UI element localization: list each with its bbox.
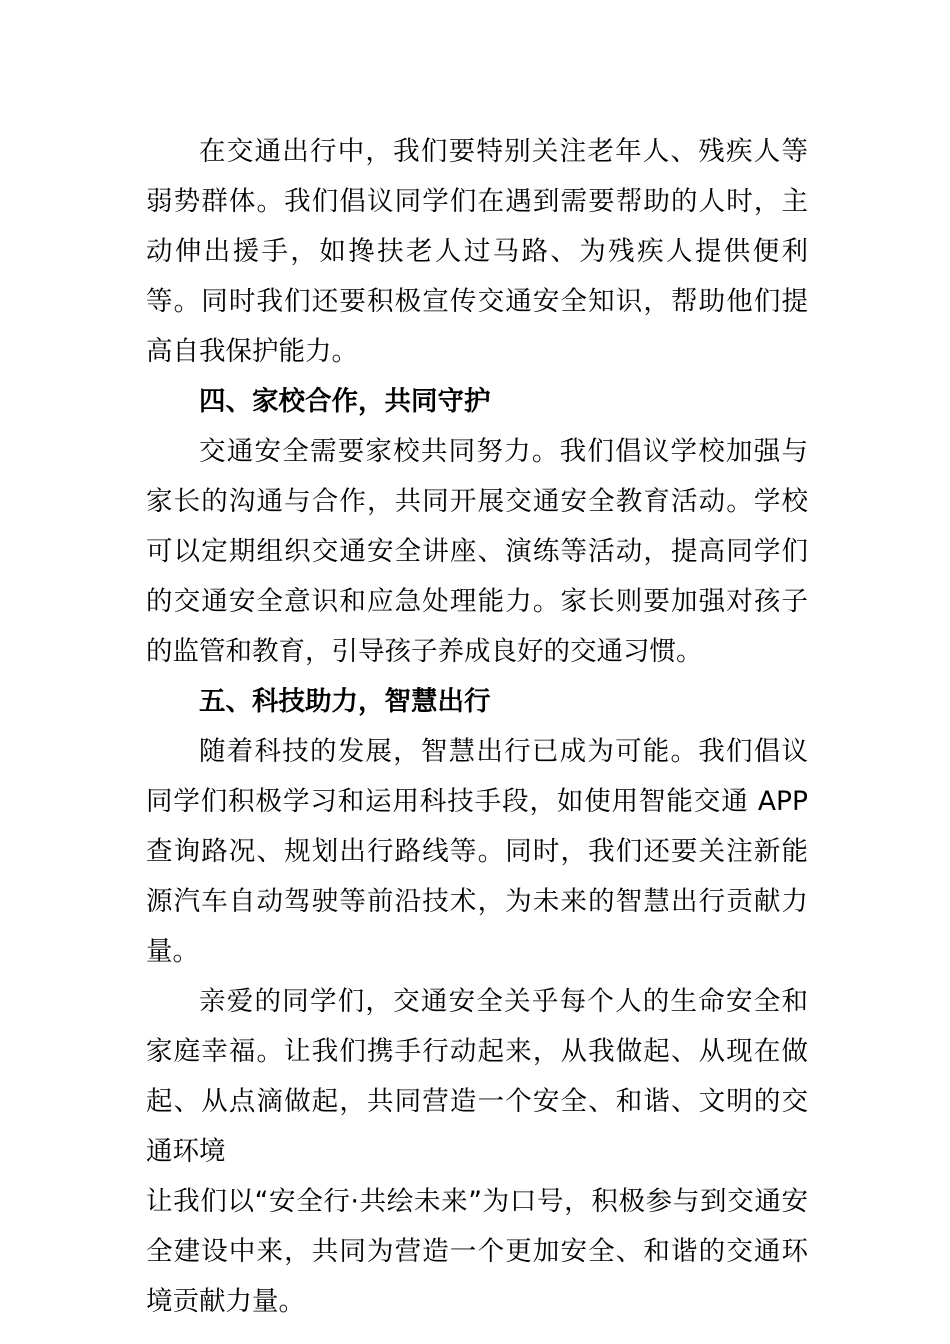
document-page bbox=[146, 127, 808, 1327]
section-heading-home-school: 四、家校合作，共同守护 bbox=[199, 386, 491, 417]
paragraph-technology: 随着科技的发展，智慧出行已成为可能。我们倡议同学们积极学习和运用科技手段，如使用智能交通 APP 查询路况、规划出行路线等。同时，我们还要关注新能源汽车自动驾驶等前沿技术，为未来的智慧出行贡献力量。 bbox=[146, 736, 808, 967]
paragraph-home-school: 交通安全需要家校共同努力。我们倡议学校加强与家长的沟通与合作，共同开展交通安全教育活动。学校可以定期组织交通安全讲座、演练等活动，提高同学们的交通安全意识和应急处理能力。家长则要加强对孩子的监管和教育，引导孩子养成良好的交通习惯。 bbox=[146, 436, 808, 667]
paragraph-vulnerable-groups: 在交通出行中，我们要特别关注老年人、残疾人等弱势群体。我们倡议同学们在遇到需要帮助的人时，主动伸出援手，如搀扶老人过马路、为残疾人提供便利等。同时我们还要积极宣传交通安全知识，帮助他们提高自我保护能力。 bbox=[146, 136, 808, 367]
paragraph-closing-slogan: 让我们以“安全行·共绘未来”为口号，积极参与到交通安全建设中来，共同为营造一个更加安全、和谐的交通环境贡献力量。 bbox=[146, 1186, 808, 1317]
section-heading-technology: 五、科技助力，智慧出行 bbox=[199, 686, 491, 717]
paragraph-closing-appeal: 亲爱的同学们，交通安全关乎每个人的生命安全和家庭幸福。让我们携手行动起来，从我做起、从现在做起、从点滴做起，共同营造一个安全、和谐、文明的交通环境 bbox=[146, 986, 808, 1167]
